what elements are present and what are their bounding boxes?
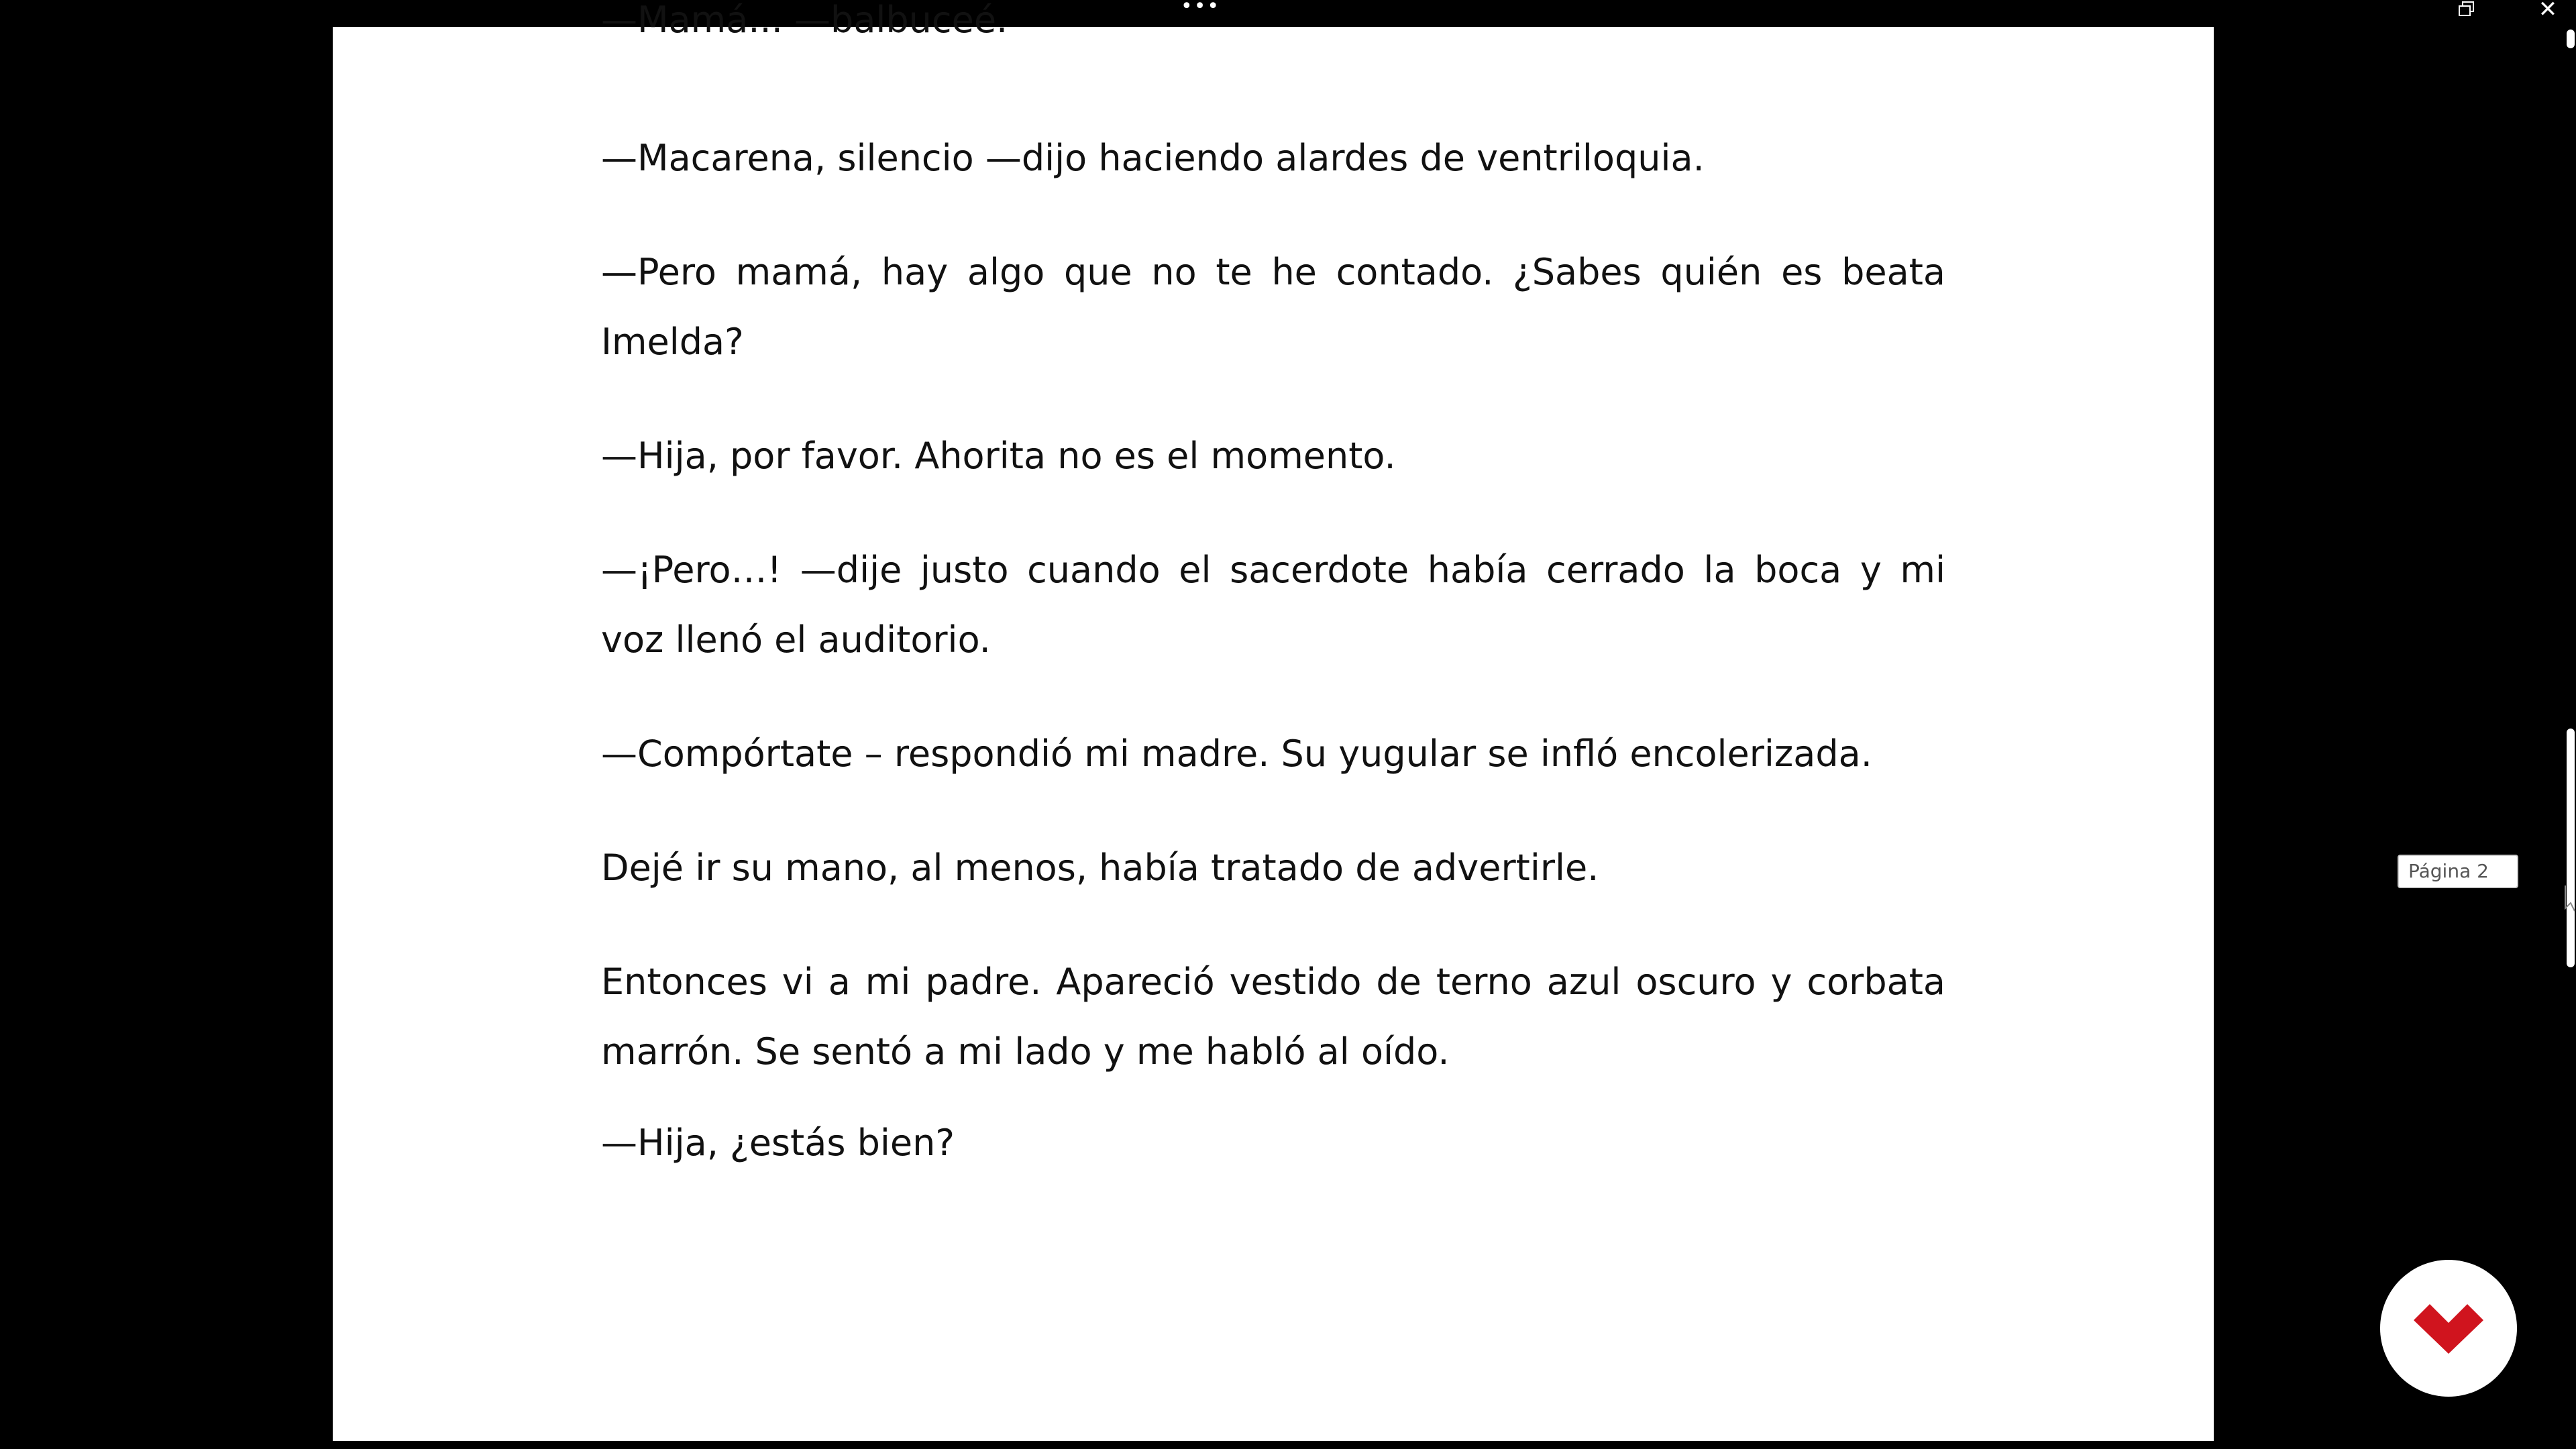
scrollbar-top-arrow[interactable] [2567,30,2575,48]
paragraph-line: —Macarena, silencio —dijo haciendo alardes de ventriloquia. [601,137,1705,179]
paragraph-line: voz llenó el auditorio. [601,619,991,661]
restore-icon-front [2459,5,2471,16]
scroll-down-fab-button[interactable] [2380,1260,2517,1397]
paragraph-line: marrón. Se sentó a mi lado y me habló al oído. [601,1030,1450,1073]
page-indicator-tooltip: Página 2 [2398,855,2518,888]
paragraph-line: Imelda? [601,321,744,363]
paragraph [601,833,1945,903]
partial-top-paragraph [601,0,1945,55]
paragraph-line: Entonces vi a mi padre. Apareció vestido de terno azul oscuro y corbata [601,961,1945,1003]
more-options-button[interactable]: ••• [1181,0,1221,18]
paragraph-line: —Hija, ¿estás bien? [601,1122,955,1164]
scrollbar-thumb[interactable] [2567,729,2575,967]
close-window-button[interactable]: ✕ [2538,0,2558,23]
paragraph-line: —Compórtate – respondió mi madre. Su yugular se infló encolerizada. [601,733,1872,775]
document-page [333,0,2214,1441]
paragraph [601,947,1945,1087]
paragraph [601,237,1945,377]
paragraph-line: —Pero mamá, hay algo que no te he contado. ¿Sabes quién es beata [601,251,1945,293]
paragraph-line: —¡Pero…! —dije justo cuando el sacerdote había cerrado la boca y mi [601,549,1945,591]
paragraph-line: —Hija, por favor. Ahorita no es el momento. [601,435,1396,477]
chevron-down-icon [2414,1301,2483,1355]
paragraph [601,535,1945,675]
paragraph [601,123,1945,193]
paragraph-line: —Mamá... —balbuceé. [601,0,1008,41]
paragraph [601,1108,1945,1178]
paragraph [601,719,1945,789]
paragraph [601,421,1945,491]
cursor-icon [2563,884,2576,914]
paragraph-line: Dejé ir su mano, al menos, había tratado de advertirle. [601,847,1599,889]
restore-window-button[interactable] [2454,0,2477,20]
